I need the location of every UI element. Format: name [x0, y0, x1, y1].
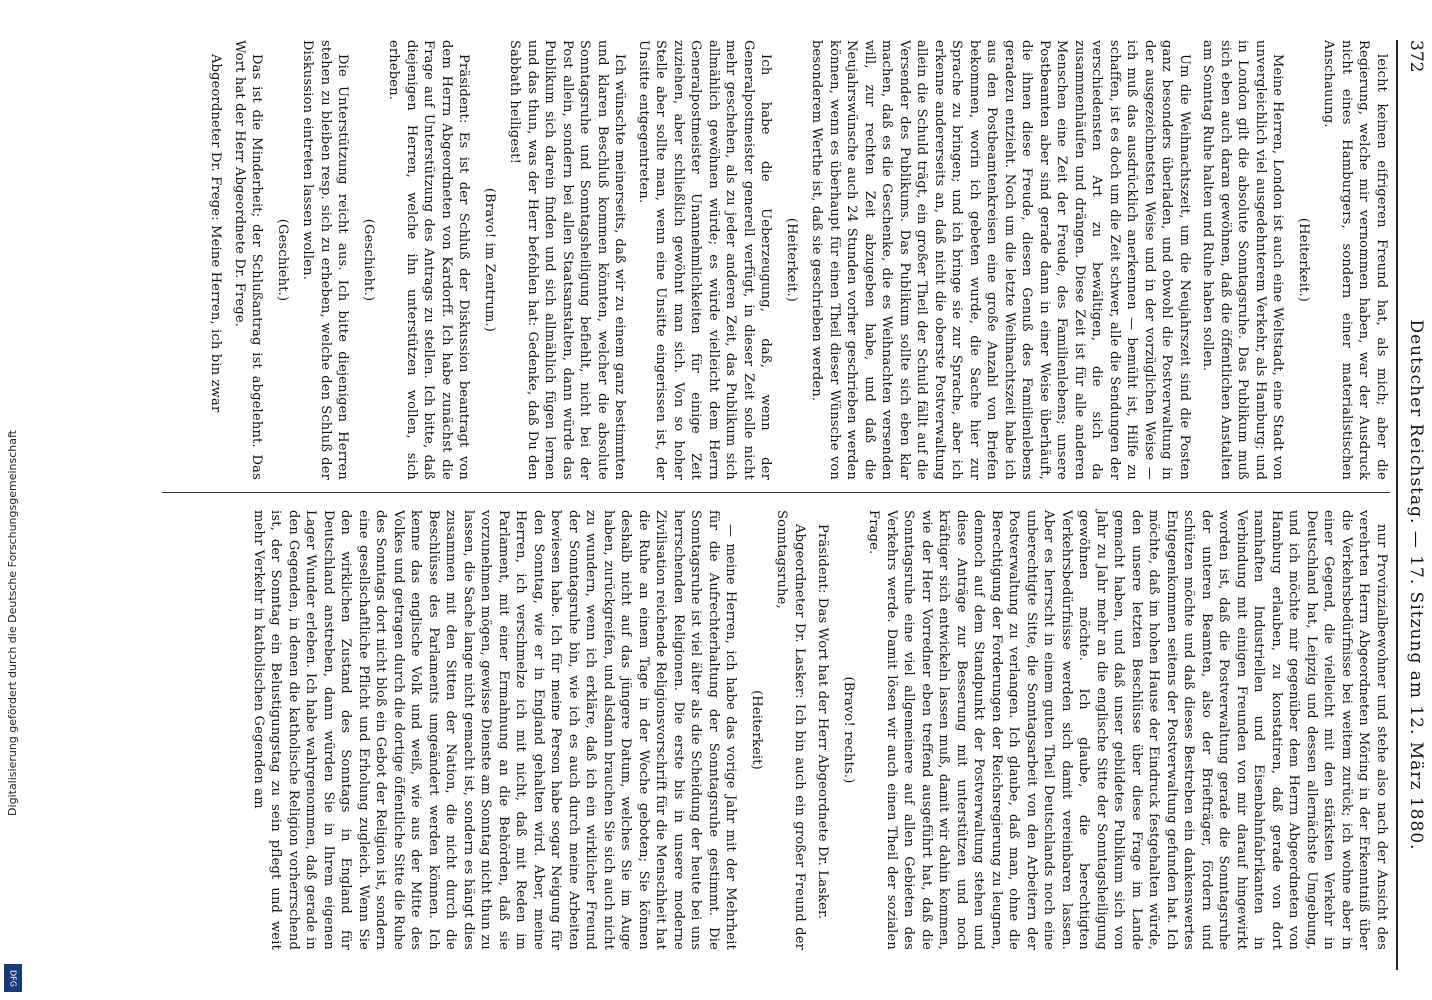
rotated-page-content — [142, 0, 1432, 1000]
paragraph: Um die Weihnachtszeit, um die Neujahrszeit sind die Posten ganz besonders überladen, und obwohl die Postverwaltung in der ausgezeichnetsten Weise und in der vorzüglichen Weise — ich muß das ausdrücklich anerkennen — bemüht ist, Hilfe zu schaffen, ist es doch um die Zeit schwer, alle die Sendungen der verschiedensten Art zu bewältigen, die sich da zusammenhäufen und drängen. Diese Zeit ist für alle anderen Menschen eine Zeit der Freude, des Familienlebens; unsere Postbeamten aber sind gerade dann in einer Weise überhäuft, die ihnen diese Freude, diesen Genuß des Familienlebens geradezu entzieht. Noch um die letzte Weihnachtszeit habe ich aus den Postbeamtenkreisen eine große Anzahl von Briefen bekommen, worin ich gebeten wurde, die Sache hier zur Sprache zu bringen; und ich bringe sie zur Sprache, aber ich erkenne andererseits an, daß nicht die oberste Postverwaltung allein die Schuld trägt, ein großer Theil der Schuld fällt auf die Versender des Publikums. Das Publikum sollte sich eben klar machen, daß es die Geschenke, die es Weihnachten versenden will, zur rechten Zeit abzugeben habe, und daß die Neujahrswünsche auch 24 Stunden vorher geschrieben werden können, wenn es überhaupt für einen Theil dieser Wünsche von besonderem Werthe ist, daß sie geschrieben werden. — [809, 40, 1192, 480]
interjection: (Geschieht.) — [361, 218, 376, 302]
paragraph: Das ist die Minderheit; der Schlußantrag ist abgelehnt. Das Wort hat der Herr Abgeordnete Dr. Frege. — [232, 40, 265, 480]
paragraph: Ich wünschte meinerseits, daß wir zu einem ganz bestimmten und klaren Beschluß kommen könnten, welcher die absolute Sonntagsruhe und Sonntagsheiligung befiehlt, nicht bei der Post allein, sondern bei allen Staatsanstalten, dann würde das Publikum sich darein finden und sich allmählich fügen lernen und das thun, was der Herr befohlen hat: Gedenke, daß Du den Sabbath heiligest! — [507, 40, 628, 480]
sidebar-note — [6, 430, 26, 990]
interjection: (Geschieht.) — [275, 218, 290, 302]
right-column — [162, 510, 1390, 950]
column-divider — [162, 492, 1390, 493]
paragraph: Präsident: Es ist der Schluß der Diskussion beantragt von dem Herrn Abgeordneten von Kardorff. Ich habe zunächst die Frage auf Unterstützung des Antrags zu stellen. Ich bitte, daß diejenigen Herren, welche ihn unterstützen wollen, sich erheben. — [386, 40, 472, 480]
paragraph: Die Unterstützung reicht aus. Ich bitte diejenigen Herren stehen zu bleiben resp. sich zu erheben, welche den Schluß der Diskussion eintreten lassen wollen. — [300, 40, 351, 480]
scanned-page — [70, 0, 1426, 1000]
interjection: (Heiterkeit.) — [1296, 217, 1311, 303]
page-number: 372 — [1406, 40, 1426, 73]
paragraph: Ich habe die Ueberzeugung, daß, wenn der Generalpostmeister generell verfügt, in dieser Zeit solle nicht mehr geschehen, als zu jeder anderen Zeit, das Publikum sich allmählich gewöhnen würde; es würde vielleicht dem Herrn Generalpostmeister Unannehmlichkeiten für einige Zeit zuziehen, aber schließlich gewöhnt man sich. Von so hoher Stelle aber sollte man, wenn eine Unsitte eingerissen ist, der Unsitte entgegentreten. — [636, 40, 774, 480]
interjection: (Bravo! im Zentrum.) — [482, 187, 497, 333]
left-column — [162, 40, 1390, 480]
interjection: (Heiterkeit.) — [784, 217, 799, 303]
interjection: (Heiterkeit) — [749, 690, 764, 770]
paragraph: Meine Herren, London ist auch eine Weltstadt, eine Stadt von unvergleichlich viel ausgedehnterem Verkehr, als Hamburg; und in London gilt die absolute Sonntagsruhe. Das Publikum muß sich eben auch daran gewöhnen, daß die öffentlichen Anstalten am Sonntag Ruhe halten und Ruhe haben sollen. — [1200, 40, 1286, 480]
paragraph: leicht keinen eifrigeren Freund hat, als mich; aber die Regierung, welche mir vernommen haben, war der Ausdruck nicht eines Hamburgers, sondern einer materialistischen Anschauung. — [1321, 40, 1389, 480]
paragraph: Abgeordneter Dr. Frege: Meine Herren, ich bin zwar — [208, 54, 224, 413]
interjection: (Bravo! rechts.) — [841, 676, 856, 784]
dfg-logo — [4, 964, 22, 992]
paragraph: — meine Herren, ich habe das vorige Jahr mit der Mehrheit für die Aufrechterhaltung der Sonntagsruhe gestimmt. Die Sonntagsruhe ist viel älter als die Scheidung der heute bei uns herrschenden Religionen. Die erste bis in unsere moderne Zivilisation reichende Religionsvorschrift für die Menschheit hat die Ruhe an einem Tage in der Woche geboten; Sie können deshalb nicht auf das jüngere Datum, welches Sie im Auge haben, zurückgreifen, und alsdann brauchen Sie sich auch nicht zu wundern, wenn ich erkläre, daß ich ein wirklicher Freund der Sonntagsruhe bin, wie ich es auch durch meine Arbeiten bewiesen habe. Ich für meine Person habe sogar Neigung für den Sonntag, wie er in England gehalten wird. Aber, meine Herren, ich verschmelze ich mit nicht, daß mit Reden im Parlament, mit einer Ermahnung an die Behörden, daß sie vorzunehmen mögen, gewisse Dienste am Sonntag nicht thun zu lassen, die Sache lange nicht gemacht ist, sondern es hängt dies zusammen mit den Sitten der Nation, die nicht durch die Beschlüsse des Parlaments umgeändert werden können. Ich kenne das englische Volk und weiß, wie aus der Mitte des Volkes und getragen durch die dortige öffentliche Sitte die Ruhe des Sonntags dort nicht bloß ein Gebot der Religion ist, sondern eine gesellschaftliche Pflicht und Erholung zugleich. Wenn Sie den wirklichen Zustand des Sonntags in England für Deutschland anstreben, dann würden Sie in Ihrem eigenen Lager Wunder erleben. Ich habe wahrgenommen, daß gerade in den Gegenden, in denen die katholische Religion vorherrschend ist, der Sonntag ein Belustigungstag zu sein pflegt und weit mehr Verkehr in katholischen Gegenden am — [251, 510, 739, 950]
header-rule — [1396, 40, 1398, 970]
dfg-logo-text: DFG — [8, 969, 18, 987]
paragraph: nur Provinzialbewohner und stehe also nach der Ansicht des verehrten Herrn Abgeordneten Möring in der Erkenntniß über die Verkehrsbedürfnisse bei weitem zurück; ich wohne aber in einer Gegend, die vielleicht mit den stärksten Verkehr in Deutschland hat, Leipzig und dessen allernächste Umgebung, und ich möchte mir gegenüber dem Herrn Abgeordneten von Hamburg erlauben, zu konstatiren, daß gerade von dort namhaften Industriellen und Eisenbahnfabrikanten in Verbindung mit einigen Freunden von mir darauf hingewirkt worden ist, daß die Postverwaltung gerade die Sonntagsruhe der unteren Beamten, also der Briefträger, fördern und schützen möchte und daß dieses Bestreben ein dankenswertes Entgegenkommen seitens der Postverwaltung gefunden hat. Ich möchte, daß im hohen Hause der Eindruck festgehalten würde, den unsere letzten Beschlüsse über diese Frage im Lande gemacht haben, und daß unser gebildetes Publikum sich von Jahr zu Jahr mehr an die englische Sitte der Sonntagsheiligung gewöhnen möchte. Ich glaube, die berechtigten Verkehrsbedürfnisse werden sich damit vereinbaren lassen. Aber es herrscht in einem guten Theil Deutschlands noch eine unberechtigte Sitte, die Sonntagsarbeit von den Arbeitern der Postverwaltung zu verlangen. Ich glaube, daß man, ohne die Berechtigung der Forderungen der Reichsregierung zu leugnen, dennoch auf dem Standpunkt der Postverwaltung stehen und diese Anträge zur Besserung mit unterstützen und noch kräftiger sich entwickeln lassen muß, damit wir dahin kommen, wie der Herr Vorredner eben treffend ausgeführt hat, daß die Sonntagsruhe eine viel allgemeinere auf allen Gebieten des Verkehrs werde. Damit lösen wir auch einen Theil der sozialen Frage. — [866, 510, 1389, 950]
page-header — [1400, 40, 1430, 970]
paragraph: Präsident: Das Wort hat der Herr Abgeordnete Dr. Lasker. — [815, 524, 831, 920]
running-title: Deutscher Reichstag. — 17. Sitzung am 12. März 1880. — [1406, 319, 1426, 851]
paragraph: Abgeordneter Dr. Lasker: Ich bin auch ein großer Freund der Sonntagsruhe, — [774, 510, 807, 950]
funding-note-text: Digitalisierung gefördert durch die Deutsche Forschungsgemeinschaft — [6, 430, 19, 816]
